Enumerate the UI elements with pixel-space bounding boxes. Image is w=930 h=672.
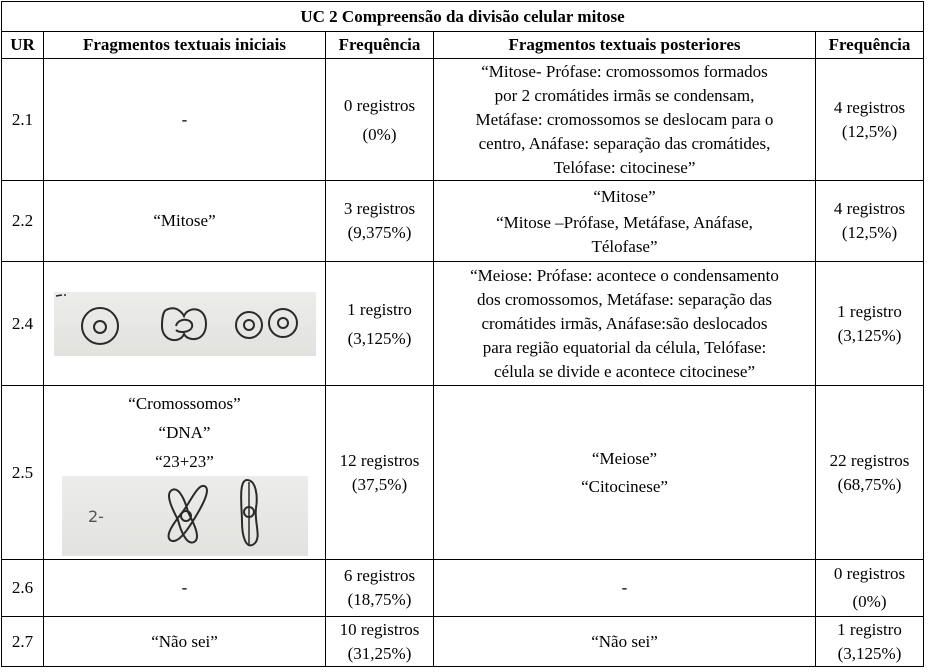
posterior-line: centro, Anáfase: separação das cromátides, <box>478 133 771 153</box>
freq-posterior-cell <box>816 262 924 386</box>
freq-posterior-cell <box>816 560 924 617</box>
posterior-line: para região equatorial da célula, Telófase: <box>482 337 767 357</box>
freq-initial-cell <box>326 560 434 617</box>
freq-count: 3 registros <box>343 199 416 218</box>
posterior-cell <box>434 386 816 560</box>
ur-cell: 2.1 <box>2 59 44 181</box>
initial-text: “Cromossomos” <box>128 394 241 413</box>
freq-initial-cell <box>326 617 434 667</box>
initial-cell <box>44 181 326 262</box>
posterior-line: Metáfase: cromossomos se deslocam para o <box>475 109 774 129</box>
results-table <box>1 1 924 667</box>
freq-percent: (3,125%) <box>837 643 902 663</box>
initial-text: “DNA” <box>158 423 211 442</box>
posterior-line: cromátides irmãs, Anáfase:são deslocados <box>481 313 768 333</box>
posterior-line: por 2 cromátides irmãs se condensam, <box>494 85 755 105</box>
posterior-line: “Meiose” <box>591 448 658 468</box>
freq-percent: (37,5%) <box>351 474 408 494</box>
sketch-label: 2- <box>87 507 104 526</box>
initial-text: - <box>181 578 188 597</box>
freq-initial-cell <box>326 59 434 181</box>
freq-count: 12 registros <box>339 450 420 470</box>
initial-cell <box>44 617 326 667</box>
header-posterior-fragments: Fragmentos textuais posteriores <box>434 32 816 59</box>
freq-posterior-cell <box>816 59 924 181</box>
table-row <box>2 617 924 667</box>
freq-posterior-cell <box>816 386 924 560</box>
posterior-line: “Meiose: Prófase: acontece o condensamento <box>470 265 779 285</box>
table-row <box>2 262 924 386</box>
freq-posterior-cell <box>816 617 924 667</box>
freq-initial-cell <box>326 386 434 560</box>
freq-count: 1 registro <box>347 299 412 319</box>
freq-count: 0 registros <box>343 95 416 115</box>
initial-cell <box>44 386 326 560</box>
freq-percent: (12,5%) <box>841 121 898 141</box>
freq-count: 0 registros <box>833 564 906 583</box>
posterior-line: “Não sei” <box>591 631 658 651</box>
initial-cell <box>44 560 326 617</box>
ur-cell: 2.6 <box>2 560 44 617</box>
table-title: UC 2 Compreensão da divisão celular mitose <box>2 2 924 32</box>
freq-count: 22 registros <box>829 450 910 470</box>
freq-percent: (0%) <box>362 124 397 144</box>
posterior-cell <box>434 262 816 386</box>
freq-percent: (3,125%) <box>837 325 902 345</box>
header-ur: UR <box>2 32 44 59</box>
freq-percent: (12,5%) <box>841 223 898 242</box>
posterior-cell <box>434 59 816 181</box>
freq-percent: (31,25%) <box>347 643 412 663</box>
freq-count: 10 registros <box>339 619 420 639</box>
freq-percent: (3,125%) <box>347 328 412 348</box>
posterior-line: célula se divide e acontece citocinese” <box>494 361 755 381</box>
cell-division-sketch <box>54 292 316 356</box>
freq-count: 6 registros <box>343 566 416 585</box>
table-row <box>2 181 924 262</box>
freq-count: 4 registros <box>833 97 906 117</box>
initial-text: - <box>181 109 188 129</box>
ur-cell: 2.4 <box>2 262 44 386</box>
freq-percent: (18,75%) <box>347 590 412 609</box>
header-initial-fragments: Fragmentos textuais iniciais <box>44 32 326 59</box>
posterior-line: “Mitose” <box>593 187 656 206</box>
posterior-line: dos cromossomos, Metáfase: separação das <box>476 289 773 309</box>
posterior-line: Telófase: citocinese” <box>553 157 696 177</box>
posterior-line: “Mitose- Prófase: cromossomos formados <box>481 61 768 81</box>
header-frequency-initial: Frequência <box>326 32 434 59</box>
freq-initial-cell <box>326 262 434 386</box>
freq-count: 1 registro <box>837 619 902 639</box>
posterior-line: “Citocinese” <box>581 476 668 496</box>
initial-text: “Não sei” <box>151 631 218 651</box>
posterior-cell <box>434 617 816 667</box>
initial-text: “23+23” <box>155 452 214 471</box>
freq-count: 1 registro <box>837 301 902 321</box>
header-frequency-posterior: Frequência <box>816 32 924 59</box>
ur-cell: 2.5 <box>2 386 44 560</box>
chromosome-sketch <box>62 476 308 556</box>
table-row <box>2 560 924 617</box>
posterior-cell <box>434 560 816 617</box>
freq-count: 4 registros <box>833 199 906 218</box>
posterior-line: “Mitose –Prófase, Metáfase, Anáfase, <box>496 213 753 232</box>
ur-cell: 2.7 <box>2 617 44 667</box>
freq-initial-cell <box>326 181 434 262</box>
ur-cell: 2.2 <box>2 181 44 262</box>
initial-cell <box>44 59 326 181</box>
posterior-line: - <box>621 578 628 597</box>
initial-cell <box>44 262 326 386</box>
initial-text: “Mitose” <box>153 211 216 230</box>
freq-posterior-cell <box>816 181 924 262</box>
freq-percent: (0%) <box>852 592 887 611</box>
table-row <box>2 386 924 560</box>
posterior-cell <box>434 181 816 262</box>
freq-percent: (68,75%) <box>837 474 902 494</box>
posterior-line: Télofase” <box>591 237 658 256</box>
freq-percent: (9,375%) <box>347 223 412 242</box>
table-row <box>2 59 924 181</box>
